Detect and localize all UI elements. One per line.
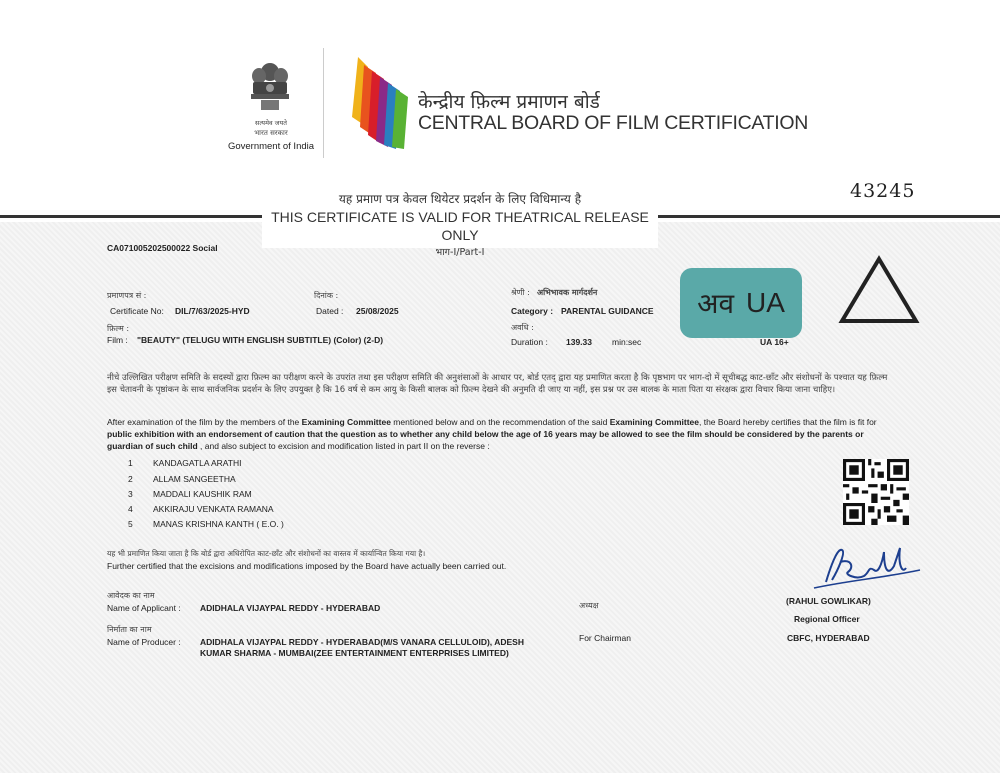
applicant-value: ADIDHALA VIJAYPAL REDDY - HYDERABAD [200,603,381,613]
duration-value: 139.33 [566,337,592,347]
serial-number: 43245 [850,180,916,202]
applicant-label: Name of Applicant : [107,603,181,613]
applicant-label-hindi: आवेदक का नाम [107,591,155,600]
board-name-english: CENTRAL BOARD OF FILM CERTIFICATION [418,112,809,134]
date-value: 25/08/2025 [356,306,399,316]
signatory-name: (RAHUL GOWLIKAR) [786,596,871,606]
para-text: , the Board hereby certifies that the film is fit for [699,417,877,427]
rating-age-label: UA 16+ [760,337,789,347]
member-num: 2 [128,474,133,484]
para-text: , and also subject to excision and modification listed in part II on the reverse : [197,441,490,451]
header-divider [323,48,324,158]
member-name: AKKIRAJU VENKATA RAMANA [153,504,274,514]
member-num: 1 [128,458,133,468]
member-num: 3 [128,489,133,499]
category-value: PARENTAL GUIDANCE [561,306,654,316]
reference-number: CA071005202500022 Social [107,243,218,253]
category-label-hindi: श्रेणी : [511,288,530,297]
member-name: MADDALI KAUSHIK RAM [153,489,252,499]
film-label: Film : [107,335,128,345]
cert-no-label: Certificate No: [110,306,164,316]
rating-badge [680,268,802,338]
govt-english: Government of India [227,141,315,152]
para-bold: Examining Committee [609,417,699,427]
validity-english: THIS CERTIFICATE IS VALID FOR THEATRICAL RELEASE ONLY [271,209,649,243]
cert-no-value: DIL/7/63/2025-HYD [175,306,250,316]
national-emblem-icon [247,60,293,118]
member-num: 4 [128,504,133,514]
producer-line-2: KUMAR SHARMA - MUMBAI(ZEE ENTERTAINMENT ENTERPRISES LIMITED) [200,648,509,658]
chairman-hindi: अध्यक्ष [579,601,599,610]
signatory-title: Regional Officer [794,614,860,624]
producer-label: Name of Producer : [107,637,181,647]
header-rule-right [658,215,1000,218]
member-name: KANDAGATLA ARATHI [153,458,242,468]
signatory-office: CBFC, HYDERABAD [787,633,870,643]
member-name: ALLAM SANGEETHA [153,474,236,484]
cert-no-label-hindi: प्रमाणपत्र सं : [107,291,147,300]
para-text: After examination of the film by the members of the [107,417,302,427]
header-rule-left [0,215,262,218]
film-title: "BEAUTY" (TELUGU WITH ENGLISH SUBTITLE) (Color) (2-D) [137,335,384,345]
rating-english: UA [746,287,785,318]
board-name-hindi: केन्द्रीय फ़िल्म प्रमाणन बोर्ड [418,91,600,113]
emblem-motto: सत्यमेव जयते [255,119,287,127]
duration-unit: min:sec [612,337,642,347]
member-name: MANAS KRISHNA KANTH ( E.O. ) [153,519,284,529]
validity-banner [262,190,658,258]
hindi-certification-para: नीचे उल्लिखित परीक्षण समिति के सदस्यों द्वारा फ़िल्म का परीक्षण करने के उपरांत तथा इस परीक्षण समिति की अनुशंसाओं के आधार पर, बोर्ड एतद् द्वारा यह प्रमाणित करता है कि पृष्ठभाग पर भाग-दो में सूचीबद्ध काट-छाँट और संशोधनों के पश्चात यह फ़िल्म इस चेतावनी के पृष्ठांकन के साथ सार्वजनिक प्रदर्शन के लिए उपयुक्त है कि 16 वर्ष से कम आयु के किसी बालक को फ़िल्म देखने की अनुमति दी जाए या नहीं, इस प्रश्न पर उस बालक के माता पिता या संरक्षक द्वारा विचार किया जाना चाहिए। [107,373,888,395]
para-bold: public exhibition with an endorsement of caution that the question as to whether any child below the age of 16 years may be allowed to see the film should be considered by the parents or guardian of such child [107,429,864,451]
cbfc-logo-icon [350,55,412,151]
for-chairman: For Chairman [579,633,631,643]
film-label-hindi: फ़िल्म : [107,324,130,333]
para-text: mentioned below and on the recommendation of the said [390,417,610,427]
validity-hindi: यह प्रमाण पत्र केवल थियेटर प्रदर्शन के लिए विधिमान्य है [338,192,582,206]
warning-triangle-icon [838,255,920,325]
govt-hindi: भारत सरकार [254,129,288,137]
further-certified-hindi: यह भी प्रमाणित किया जाता है कि बोर्ड द्वारा अधिरोपित काट-छाँट और संशोधनों का वास्तव में कार्यान्वित किया गया है। [107,549,426,558]
part-label: भाग-I/Part-I [435,247,485,258]
category-value-hindi: अभिभावक मार्गदर्शन [537,288,598,297]
date-label-hindi: दिनांक : [314,291,339,300]
category-label: Category : [511,306,554,316]
duration-label-hindi: अवधि : [511,323,534,332]
rating-hindi: अव [697,287,735,320]
para-bold: Examining Committee [301,417,391,427]
signature-icon [812,540,922,592]
member-num: 5 [128,519,133,529]
further-certified-english: Further certified that the excisions and modifications imposed by the Board have actually been carried out. [107,561,507,571]
english-certification-para [107,416,897,452]
duration-label: Duration : [511,337,548,347]
producer-label-hindi: निर्माता का नाम [107,625,152,634]
date-label: Dated : [316,306,344,316]
producer-line-1: ADIDHALA VIJAYPAL REDDY - HYDERABAD(M/S VANARA CELLULOID), ADESH [200,637,524,647]
qr-code-icon[interactable] [843,459,909,525]
